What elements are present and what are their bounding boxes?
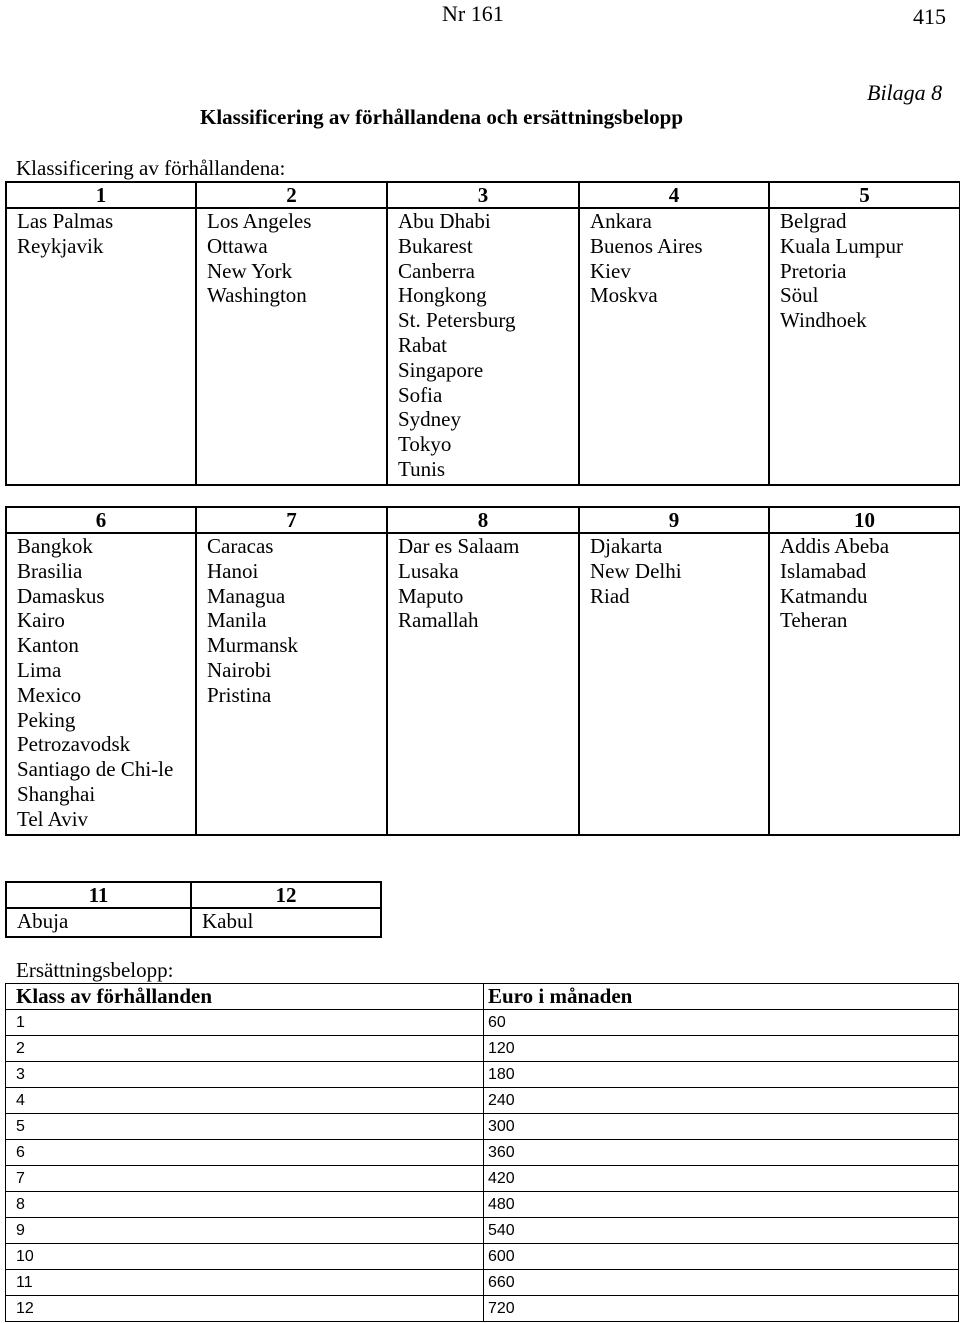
table-row (6, 1010, 959, 1036)
amount-cell: 540 (484, 1218, 959, 1244)
city-name: Riad (590, 583, 630, 608)
city-name: Rabat (398, 332, 447, 357)
class-city-cell (769, 533, 960, 835)
city-name: Tel Aviv (17, 806, 89, 831)
class-cell: 10 (6, 1244, 484, 1270)
class-city-cell (387, 533, 579, 835)
city-name: Djakarta (590, 534, 663, 558)
city-name: Sydney (398, 407, 461, 432)
city-name: Ankara (590, 209, 652, 233)
city-name: St. Petersburg (398, 308, 516, 333)
table-row (6, 1166, 959, 1192)
class-city-cell (579, 533, 769, 835)
classification-table-2 (5, 506, 960, 836)
class-number-header: 6 (6, 507, 196, 533)
class-city-cell (191, 908, 381, 937)
class-city-cell (6, 208, 196, 485)
class-number-header: 10 (769, 507, 960, 533)
city-name: Washington (207, 283, 307, 308)
table-row (6, 1296, 959, 1322)
class-cell: 7 (6, 1166, 484, 1192)
class-cell: 1 (6, 1010, 484, 1036)
city-name: Petrozavodsk (17, 732, 131, 757)
city-name: Ottawa (207, 233, 268, 258)
amount-cell: 60 (484, 1010, 959, 1036)
amount-cell: 720 (484, 1296, 959, 1322)
class-number-header: 2 (196, 182, 387, 208)
city-name: Teheran (780, 608, 848, 633)
amount-cell: 180 (484, 1062, 959, 1088)
classification-table-1 (5, 181, 960, 486)
city-name: Damaskus (17, 583, 105, 608)
city-name: Kanton (17, 633, 79, 658)
city-name: Peking (17, 707, 76, 732)
classification-table-3 (5, 881, 382, 938)
city-name: Tunis (398, 456, 446, 481)
table-row (6, 1114, 959, 1140)
compensation-label: Ersättningsbelopp: (16, 958, 174, 982)
class-city-cell (196, 533, 387, 835)
appendix-label: Bilaga 8 (867, 80, 943, 105)
class-city-cell (579, 208, 769, 485)
city-name: Kabul (202, 909, 254, 933)
city-name: Windhoek (780, 308, 867, 333)
class-number-header: 5 (769, 182, 960, 208)
amount-cell: 660 (484, 1270, 959, 1296)
city-name: Lima (17, 657, 62, 682)
class-cell: 11 (6, 1270, 484, 1296)
class-cell: 4 (6, 1088, 484, 1114)
class-number-header: 9 (579, 507, 769, 533)
table-row (6, 1244, 959, 1270)
class-cell: 6 (6, 1140, 484, 1166)
class-number-header: 3 (387, 182, 579, 208)
table-row (6, 1270, 959, 1296)
column-header-class: Klass av förhållanden (6, 984, 484, 1010)
amount-cell: 420 (484, 1166, 959, 1192)
page-number: 415 (913, 4, 946, 29)
class-cell: 3 (6, 1062, 484, 1088)
column-header-amount: Euro i månaden (484, 984, 959, 1010)
city-name: Kiev (590, 258, 631, 283)
city-name: Santiago de Chi-le (17, 757, 174, 782)
city-name: Mexico (17, 682, 82, 707)
table-row (6, 1218, 959, 1244)
class-cell: 12 (6, 1296, 484, 1322)
class-cell: 5 (6, 1114, 484, 1140)
city-name: Söul (780, 283, 819, 308)
table-row (6, 1192, 959, 1218)
class-city-cell (6, 533, 196, 835)
class-city-cell (387, 208, 579, 485)
amount-cell: 300 (484, 1114, 959, 1140)
class-city-cell (196, 208, 387, 485)
class-number-header: 7 (196, 507, 387, 533)
city-name: Dar es Salaam (398, 534, 520, 558)
class-cell: 2 (6, 1036, 484, 1062)
city-name: Tokyo (398, 432, 452, 457)
city-name: Hanoi (207, 558, 259, 583)
class-number-header: 12 (191, 882, 381, 908)
class-number-header: 1 (6, 182, 196, 208)
city-name: Addis Abeba (780, 534, 890, 558)
city-name: Los Angeles (207, 209, 312, 233)
class-city-cell (769, 208, 960, 485)
class-city-cell (6, 908, 191, 937)
city-name: Canberra (398, 258, 475, 283)
city-name: Kuala Lumpur (780, 233, 904, 258)
city-name: Maputo (398, 583, 464, 608)
table-row (6, 1036, 959, 1062)
amount-cell: 120 (484, 1036, 959, 1062)
city-name: Manila (207, 608, 267, 633)
class-number-header: 8 (387, 507, 579, 533)
city-name: Islamabad (780, 558, 867, 583)
city-name: Abuja (17, 909, 69, 933)
city-name: Shanghai (17, 781, 96, 806)
city-name: Pretoria (780, 258, 847, 283)
city-name: Moskva (590, 283, 658, 308)
city-name: New York (207, 258, 293, 283)
city-name: Brasilia (17, 558, 83, 583)
city-name: Bukarest (398, 233, 473, 258)
city-name: Nairobi (207, 657, 272, 682)
city-name: Managua (207, 583, 286, 608)
city-name: Caracas (207, 534, 274, 558)
city-name: Buenos Aires (590, 233, 703, 258)
class-number-header: 11 (6, 882, 191, 908)
class-cell: 9 (6, 1218, 484, 1244)
amount-cell: 600 (484, 1244, 959, 1270)
class-number-header: 4 (579, 182, 769, 208)
city-name: Lusaka (398, 558, 459, 583)
table-row (6, 1062, 959, 1088)
page-title: Klassificering av förhållandena och ersättningsbelopp (200, 105, 684, 129)
amount-cell: 480 (484, 1192, 959, 1218)
table-row (6, 1088, 959, 1114)
city-name: Bangkok (17, 534, 93, 558)
compensation-table (5, 983, 959, 1322)
amount-cell: 240 (484, 1088, 959, 1114)
city-name: Reykjavik (17, 233, 104, 258)
classification-label: Klassificering av förhållandena: (16, 156, 286, 180)
city-name: Ramallah (398, 608, 479, 633)
table-row (6, 1140, 959, 1166)
city-name: Kairo (17, 608, 65, 633)
city-name: Katmandu (780, 583, 868, 608)
city-name: Sofia (398, 382, 443, 407)
city-name: Abu Dhabi (398, 209, 491, 233)
city-name: Pristina (207, 682, 272, 707)
document-number: Nr 161 (442, 1, 504, 26)
city-name: Las Palmas (17, 209, 114, 233)
city-name: Hongkong (398, 283, 487, 308)
amount-cell: 360 (484, 1140, 959, 1166)
city-name: Belgrad (780, 209, 847, 233)
city-name: Singapore (398, 357, 484, 382)
class-cell: 8 (6, 1192, 484, 1218)
city-name: Murmansk (207, 633, 298, 658)
city-name: New Delhi (590, 558, 682, 583)
